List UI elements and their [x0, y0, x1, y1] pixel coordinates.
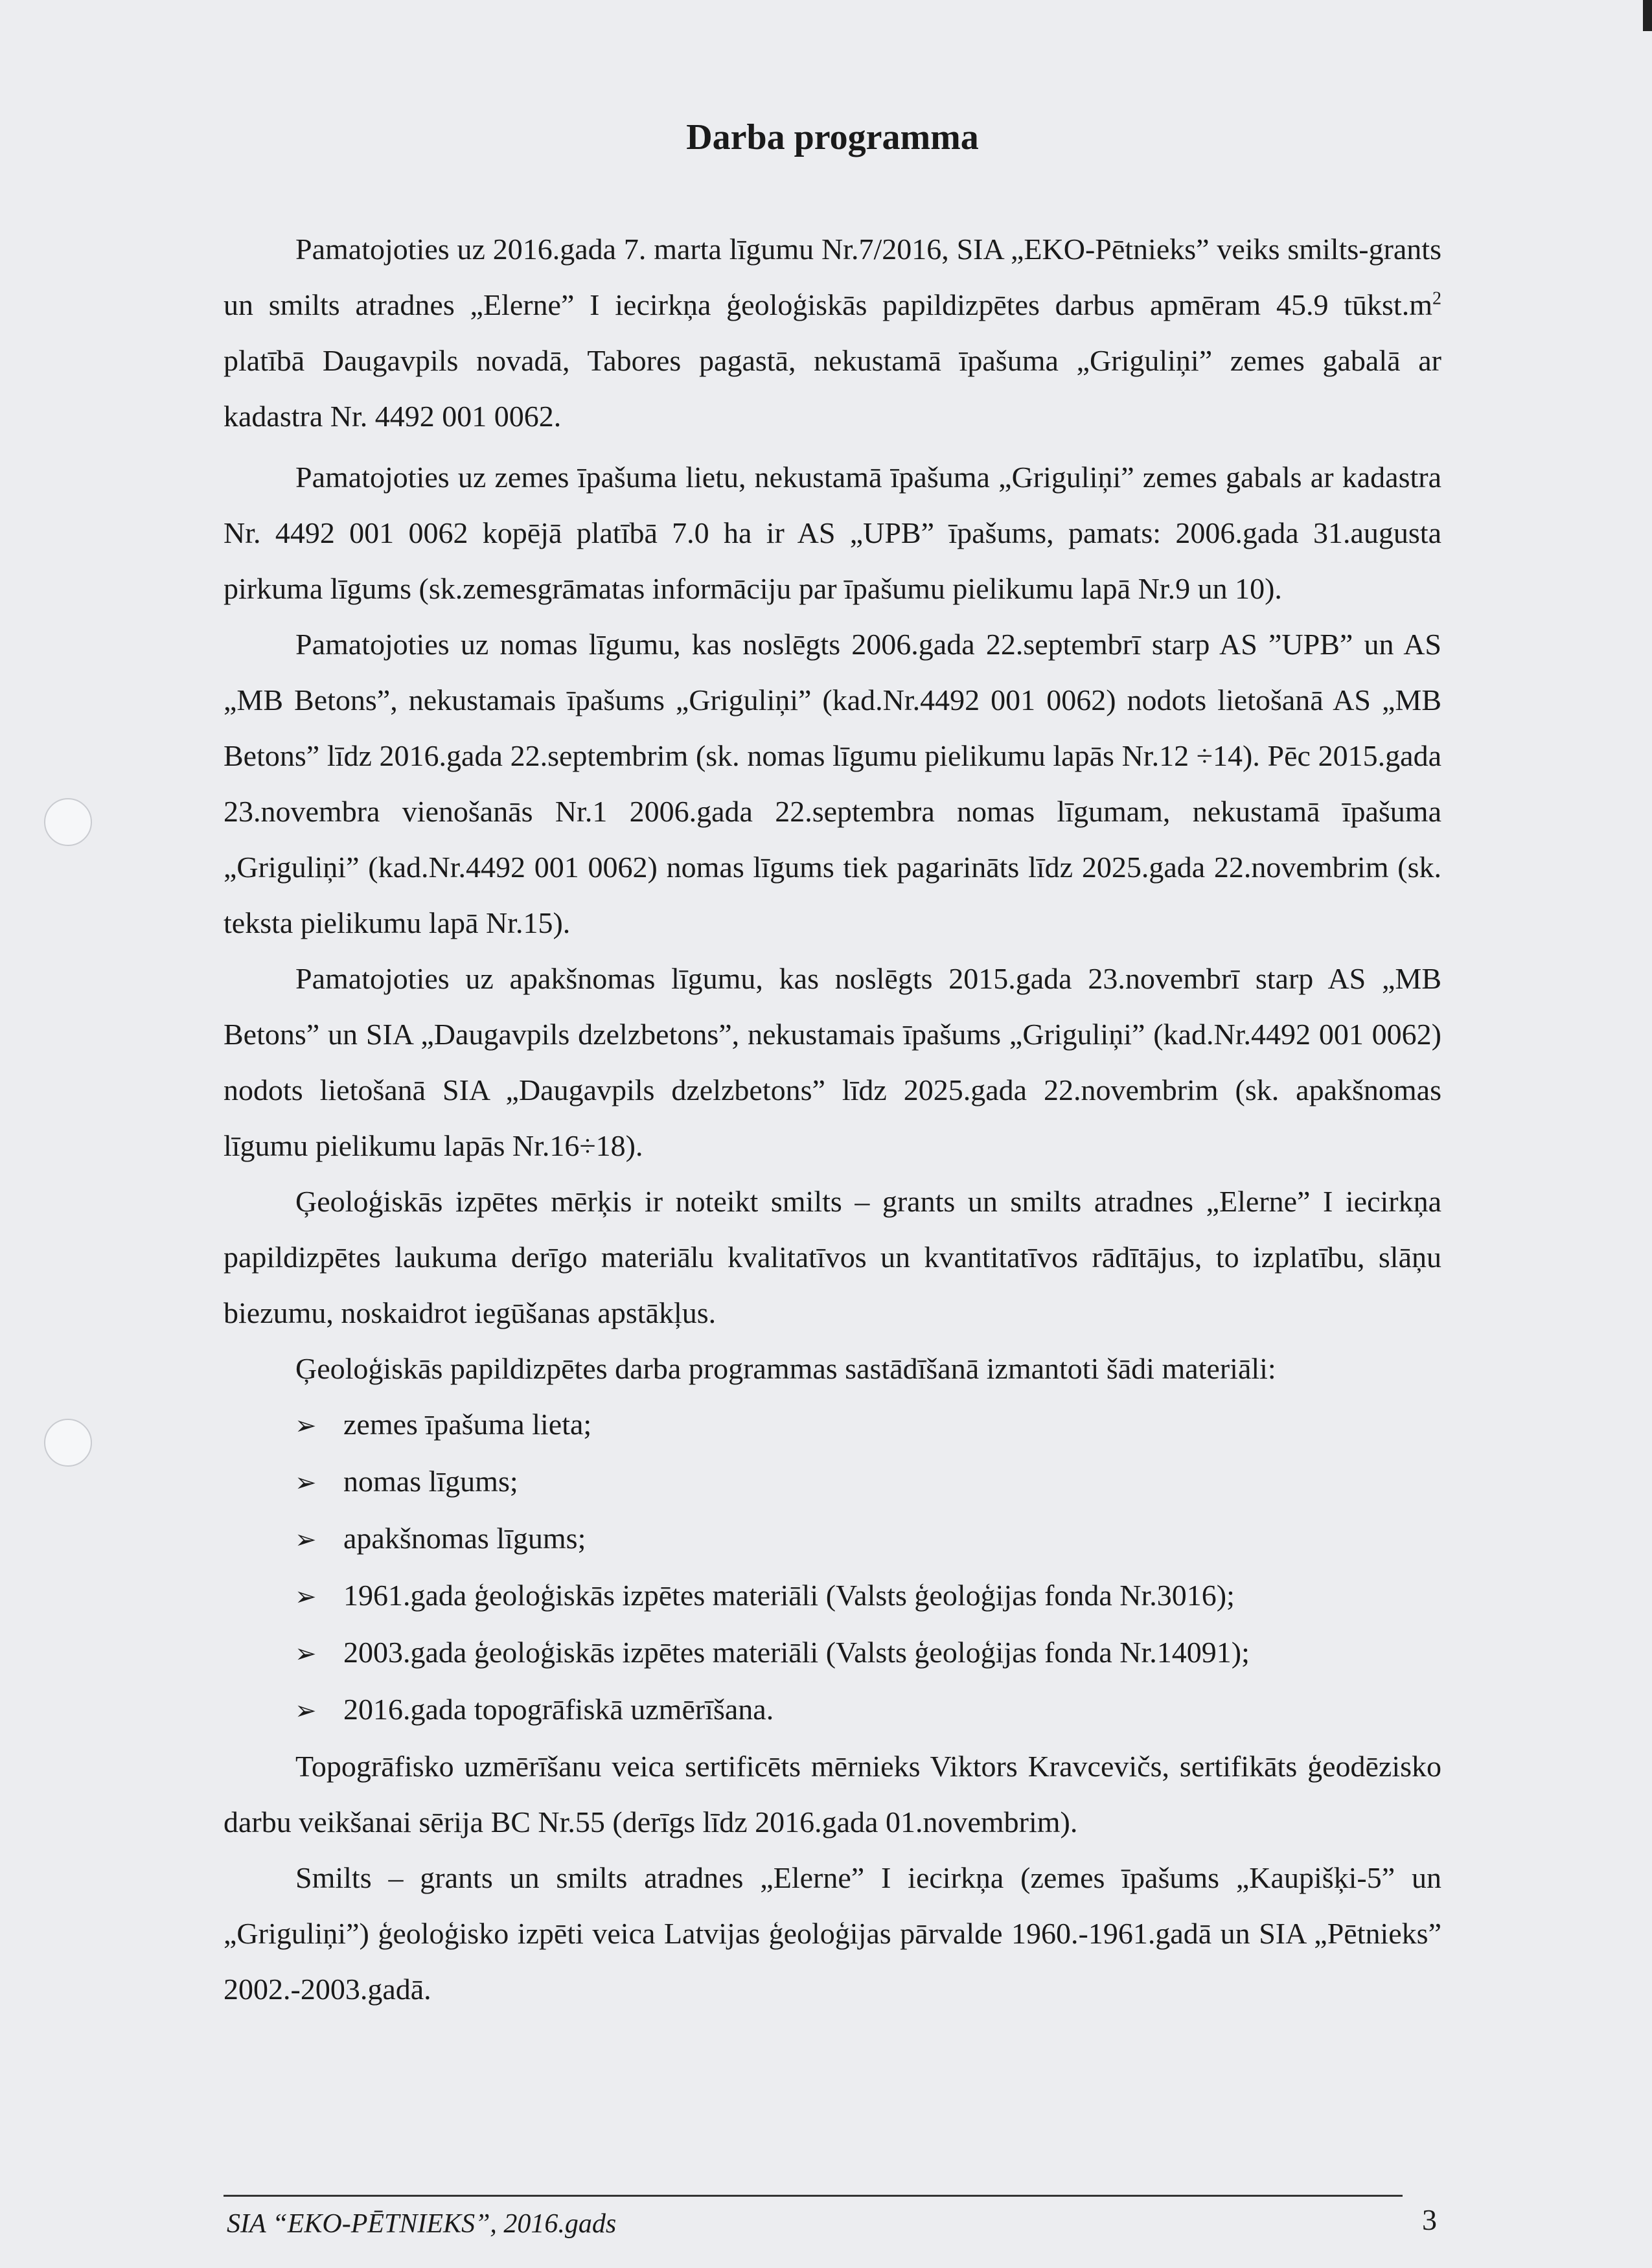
footer-company: SIA “EKO-PĒTNIEKS”, 2016.gads: [227, 2209, 617, 2239]
arrow-bullet-icon: ➢: [295, 1696, 317, 1726]
arrow-bullet-icon: ➢: [295, 1411, 317, 1441]
arrow-bullet-icon: ➢: [295, 1468, 317, 1498]
list-item: ➢ nomas līgums;: [295, 1454, 1441, 1511]
footer-divider: [224, 2195, 1403, 2197]
page-number: 3: [1422, 2203, 1437, 2236]
materials-list: [224, 1397, 1441, 1739]
punch-hole: [44, 798, 92, 846]
arrow-bullet-icon: ➢: [295, 1582, 317, 1612]
scan-edge-mark: [1643, 0, 1652, 31]
arrow-bullet-icon: ➢: [295, 1639, 317, 1669]
paragraph: Ģeoloģiskās izpētes mērķis ir noteikt smilts – grants un smilts atradnes „Elerne” I iecirkņa papildizpētes laukuma derīgo materiālu kvalitatīvos un kvantitatīvos rādītājus, to izplatību, slāņu biezumu, noskaidrot iegūšanas apstākļus.: [224, 1185, 1441, 1329]
paragraph: Smilts – grants un smilts atradnes „Elerne” I iecirkņa (zemes īpašums „Kaupišķi-5” un „Griguliņi”) ģeoloģisko izpēti veica Latvijas ģeoloģijas pārvalde 1960.-1961.gadā un SIA „Pētnieks” 2002.-2003.gadā.: [224, 1861, 1441, 2006]
list-item: ➢ zemes īpašuma lieta;: [295, 1397, 1441, 1454]
paragraph: Pamatojoties uz apakšnomas līgumu, kas noslēgts 2015.gada 23.novembrī starp AS „MB Betons” un SIA „Daugavpils dzelzbetons”, nekustamais īpašums „Griguliņi” (kad.Nr.4492 001 0062) nodots lietošanā SIA „Daugavpils dzelzbetons” līdz 2025.gada 22.novembrim (sk. apakšnomas līgumu pielikumu lapās Nr.16÷18).: [224, 962, 1441, 1162]
superscript: 2: [1432, 288, 1441, 309]
document-title: Darba programma: [686, 117, 979, 157]
paragraph: Pamatojoties uz zemes īpašuma lietu, nekustamā īpašuma „Griguliņi” zemes gabals ar kadastra Nr. 4492 001 0062 kopējā platībā 7.0 ha ir AS „UPB” īpašums, pamats: 2006.gada 31.augusta pirkuma līgums (sk.zemesgrāmatas informāciju par īpašumu pielikumu lapā Nr.9 un 10).: [224, 461, 1441, 605]
list-item: ➢ 1961.gada ģeoloģiskās izpētes materiāli (Valsts ģeoloģijas fonda Nr.3016);: [295, 1568, 1441, 1625]
punch-hole: [44, 1419, 92, 1467]
paragraph: Ģeoloģiskās papildizpētes darba programmas sastādīšanā izmantoti šādi materiāli:: [295, 1352, 1276, 1385]
paragraph: Pamatojoties uz 2016.gada 7. marta līgumu Nr.7/2016, SIA „EKO-Pētnieks” veiks smilts-grants un smilts atradnes „Elerne” I iecirkņa ģeoloģiskās papildizpētes darbus apmēram 45.9 $tūkst.m^2$ platībā Daugavpils novadā, Tabores pagastā, nekustamā īpašuma „Griguliņi” zemes gabalā ar kadastra Nr. 4492 001 0062.: [224, 233, 1441, 433]
document-body: [224, 222, 1441, 2017]
list-item: ➢ apakšnomas līgums;: [295, 1511, 1441, 1568]
list-item: ➢ 2016.gada topogrāfiskā uzmērīšana.: [295, 1682, 1441, 1739]
paragraph: Topogrāfisko uzmērīšanu veica sertificēts mērnieks Viktors Kravcevičs, sertifikāts ģeodēzisko darbu veikšanai sērija BC Nr.55 (derīgs līdz 2016.gada 01.novembrim).: [224, 1750, 1441, 1838]
arrow-bullet-icon: ➢: [295, 1525, 317, 1555]
list-item: ➢ 2003.gada ģeoloģiskās izpētes materiāli (Valsts ģeoloģijas fonda Nr.14091);: [295, 1625, 1441, 1682]
paragraph: Pamatojoties uz nomas līgumu, kas noslēgts 2006.gada 22.septembrī starp AS ”UPB” un AS „MB Betons”, nekustamais īpašums „Griguliņi” (kad.Nr.4492 001 0062) nodots lietošanā AS „MB Betons” līdz 2016.gada 22.septembrim (sk. nomas līgumu pielikumu lapās Nr.12 ÷14). Pēc 2015.gada 23.novembra vienošanās Nr.1 2006.gada 22.septembra nomas līgumam, nekustamā īpašuma „Griguliņi” (kad.Nr.4492 001 0062) nomas līgums tiek pagarināts līdz 2025.gada 22.novembrim (sk. teksta pielikumu lapā Nr.15).: [224, 628, 1441, 939]
